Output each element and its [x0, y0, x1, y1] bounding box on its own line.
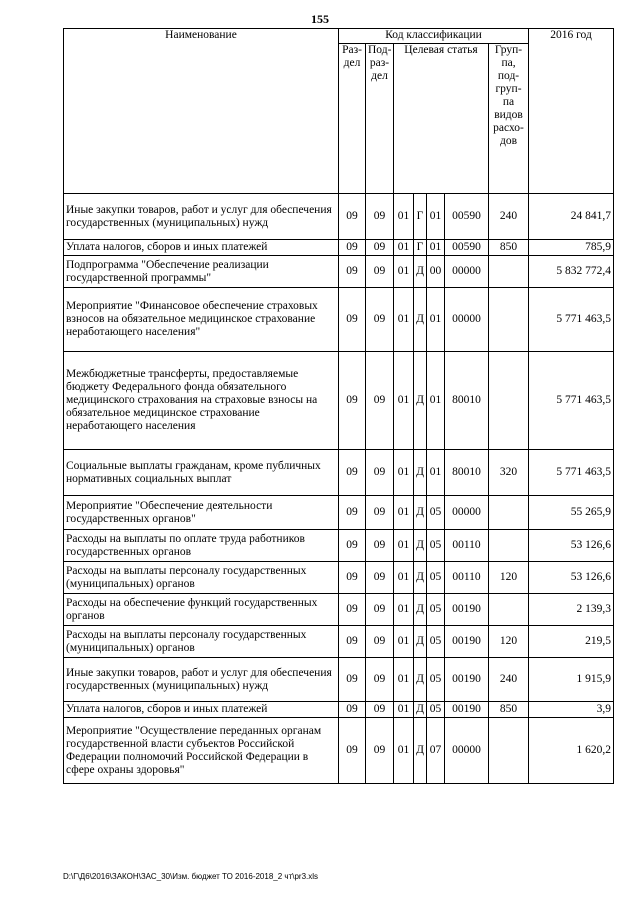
table-row — [64, 240, 614, 256]
cell-cs2: Д — [414, 256, 427, 288]
cell-name: Уплата налогов, сборов и иных платежей — [64, 240, 339, 256]
cell-amount: 1 620,2 — [529, 718, 614, 784]
header-classification: Код классификации — [339, 29, 529, 44]
cell-cs1: 01 — [394, 496, 414, 530]
cell-rz: 09 — [339, 562, 366, 594]
cell-cs2: Д — [414, 594, 427, 626]
cell-cs2: Д — [414, 658, 427, 702]
cell-name: Мероприятие "Финансовое обеспечение страховых взносов на обязательное медицинское страхование неработающего населения" — [64, 288, 339, 352]
cell-vr — [489, 594, 529, 626]
cell-amount: 785,9 — [529, 240, 614, 256]
cell-cs3: 05 — [427, 530, 445, 562]
cell-cs1: 01 — [394, 352, 414, 450]
cell-vr — [489, 530, 529, 562]
cell-prz: 09 — [366, 718, 394, 784]
cell-cs3: 05 — [427, 594, 445, 626]
cell-cs4: 00000 — [445, 496, 489, 530]
cell-name: Иные закупки товаров, работ и услуг для обеспечения государственных (муниципальных) нужд — [64, 658, 339, 702]
cell-cs4: 00000 — [445, 288, 489, 352]
cell-amount: 55 265,9 — [529, 496, 614, 530]
cell-cs2: Д — [414, 288, 427, 352]
cell-cs1: 01 — [394, 530, 414, 562]
cell-rz: 09 — [339, 658, 366, 702]
cell-amount: 5 771 463,5 — [529, 352, 614, 450]
cell-cs2: Г — [414, 194, 427, 240]
cell-cs3: 01 — [427, 194, 445, 240]
cell-prz: 09 — [366, 450, 394, 496]
cell-cs3: 01 — [427, 240, 445, 256]
cell-rz: 09 — [339, 702, 366, 718]
cell-amount: 5 771 463,5 — [529, 288, 614, 352]
header-expense-type: Груп-па, под-груп-па видов расхо-дов — [489, 44, 529, 194]
cell-cs2: Д — [414, 496, 427, 530]
cell-amount: 5 771 463,5 — [529, 450, 614, 496]
cell-cs3: 05 — [427, 496, 445, 530]
table-row — [64, 594, 614, 626]
cell-name: Расходы на обеспечение функций государственных органов — [64, 594, 339, 626]
cell-vr — [489, 718, 529, 784]
cell-cs2: Д — [414, 626, 427, 658]
cell-vr: 120 — [489, 562, 529, 594]
cell-name: Расходы на выплаты персоналу государственных (муниципальных) органов — [64, 626, 339, 658]
cell-vr: 240 — [489, 658, 529, 702]
cell-cs2: Г — [414, 240, 427, 256]
cell-cs4: 00190 — [445, 594, 489, 626]
cell-prz: 09 — [366, 626, 394, 658]
table-row — [64, 626, 614, 658]
cell-cs3: 05 — [427, 702, 445, 718]
cell-cs4: 80010 — [445, 352, 489, 450]
file-path-footer: D:\Г\Д6\2016\ЗАКОН\ЗАС_30\Изм. бюджет ТО 2016-2018_2 чт\pr3.xls — [63, 872, 319, 881]
cell-prz: 09 — [366, 352, 394, 450]
cell-cs2: Д — [414, 562, 427, 594]
cell-cs2: Д — [414, 530, 427, 562]
cell-vr: 850 — [489, 240, 529, 256]
cell-cs3: 01 — [427, 288, 445, 352]
cell-cs1: 01 — [394, 658, 414, 702]
cell-prz: 09 — [366, 194, 394, 240]
cell-name: Межбюджетные трансферты, предоставляемые бюджету Федерального фонда обязательного медицинского страхования на страховые взносы на обязательное медицинское страхование неработающего населения — [64, 352, 339, 450]
header-name: Наименование — [64, 29, 339, 194]
cell-cs4: 00000 — [445, 718, 489, 784]
cell-vr — [489, 288, 529, 352]
cell-cs4: 80010 — [445, 450, 489, 496]
table-row — [64, 352, 614, 450]
cell-cs4: 00110 — [445, 530, 489, 562]
table-row — [64, 702, 614, 718]
table-row — [64, 658, 614, 702]
cell-amount: 53 126,6 — [529, 562, 614, 594]
cell-name: Уплата налогов, сборов и иных платежей — [64, 702, 339, 718]
cell-vr — [489, 256, 529, 288]
cell-cs3: 07 — [427, 718, 445, 784]
cell-cs3: 01 — [427, 450, 445, 496]
cell-name: Расходы на выплаты по оплате труда работников государственных органов — [64, 530, 339, 562]
cell-rz: 09 — [339, 626, 366, 658]
table-row — [64, 450, 614, 496]
cell-cs4: 00110 — [445, 562, 489, 594]
cell-name: Мероприятие "Обеспечение деятельности государственных органов" — [64, 496, 339, 530]
table-body — [64, 194, 614, 784]
cell-rz: 09 — [339, 718, 366, 784]
cell-amount: 24 841,7 — [529, 194, 614, 240]
cell-vr: 320 — [489, 450, 529, 496]
cell-cs4: 00190 — [445, 626, 489, 658]
header-target-article: Целевая статья — [394, 44, 489, 194]
cell-cs1: 01 — [394, 240, 414, 256]
cell-cs3: 01 — [427, 352, 445, 450]
cell-rz: 09 — [339, 352, 366, 450]
cell-cs2: Д — [414, 450, 427, 496]
table-header — [64, 29, 614, 194]
cell-amount: 2 139,3 — [529, 594, 614, 626]
cell-prz: 09 — [366, 288, 394, 352]
cell-cs1: 01 — [394, 702, 414, 718]
cell-name: Иные закупки товаров, работ и услуг для обеспечения государственных (муниципальных) нужд — [64, 194, 339, 240]
cell-name: Расходы на выплаты персоналу государственных (муниципальных) органов — [64, 562, 339, 594]
header-subsection: Под-раз-дел — [366, 44, 394, 194]
table-row — [64, 530, 614, 562]
cell-rz: 09 — [339, 194, 366, 240]
cell-rz: 09 — [339, 530, 366, 562]
table-row — [64, 194, 614, 240]
cell-prz: 09 — [366, 702, 394, 718]
cell-amount: 3,9 — [529, 702, 614, 718]
cell-amount: 219,5 — [529, 626, 614, 658]
cell-vr: 120 — [489, 626, 529, 658]
cell-cs3: 05 — [427, 626, 445, 658]
cell-prz: 09 — [366, 256, 394, 288]
cell-amount: 53 126,6 — [529, 530, 614, 562]
cell-cs1: 01 — [394, 562, 414, 594]
table-row — [64, 256, 614, 288]
cell-vr — [489, 352, 529, 450]
cell-amount: 5 832 772,4 — [529, 256, 614, 288]
cell-cs4: 00190 — [445, 702, 489, 718]
cell-prz: 09 — [366, 562, 394, 594]
cell-cs4: 00590 — [445, 194, 489, 240]
budget-table — [63, 28, 614, 784]
cell-rz: 09 — [339, 594, 366, 626]
cell-prz: 09 — [366, 658, 394, 702]
table-row — [64, 496, 614, 530]
page-number: 155 — [311, 12, 329, 26]
table-row — [64, 562, 614, 594]
cell-cs2: Д — [414, 352, 427, 450]
cell-cs3: 05 — [427, 562, 445, 594]
cell-cs3: 05 — [427, 658, 445, 702]
cell-amount: 1 915,9 — [529, 658, 614, 702]
table-row — [64, 718, 614, 784]
cell-prz: 09 — [366, 530, 394, 562]
cell-cs2: Д — [414, 702, 427, 718]
cell-rz: 09 — [339, 496, 366, 530]
header-section: Раз-дел — [339, 44, 366, 194]
cell-cs1: 01 — [394, 450, 414, 496]
cell-cs1: 01 — [394, 718, 414, 784]
cell-cs1: 01 — [394, 194, 414, 240]
cell-cs4: 00590 — [445, 240, 489, 256]
cell-name: Социальные выплаты гражданам, кроме публичных нормативных социальных выплат — [64, 450, 339, 496]
cell-vr: 850 — [489, 702, 529, 718]
cell-rz: 09 — [339, 240, 366, 256]
cell-cs2: Д — [414, 718, 427, 784]
cell-rz: 09 — [339, 450, 366, 496]
cell-cs1: 01 — [394, 288, 414, 352]
cell-vr: 240 — [489, 194, 529, 240]
cell-cs1: 01 — [394, 594, 414, 626]
cell-cs3: 00 — [427, 256, 445, 288]
cell-cs1: 01 — [394, 256, 414, 288]
cell-vr — [489, 496, 529, 530]
cell-prz: 09 — [366, 240, 394, 256]
cell-name: Подпрограмма "Обеспечение реализации государственной программы" — [64, 256, 339, 288]
cell-rz: 09 — [339, 288, 366, 352]
cell-name: Мероприятие "Осуществление переданных органам государственной власти субъектов Российской Федерации полномочий Российской Федерации в сфере охраны здоровья" — [64, 718, 339, 784]
header-year: 2016 год — [529, 29, 614, 194]
cell-cs4: 00000 — [445, 256, 489, 288]
table-row — [64, 288, 614, 352]
cell-rz: 09 — [339, 256, 366, 288]
cell-cs1: 01 — [394, 626, 414, 658]
cell-prz: 09 — [366, 496, 394, 530]
cell-cs4: 00190 — [445, 658, 489, 702]
cell-prz: 09 — [366, 594, 394, 626]
